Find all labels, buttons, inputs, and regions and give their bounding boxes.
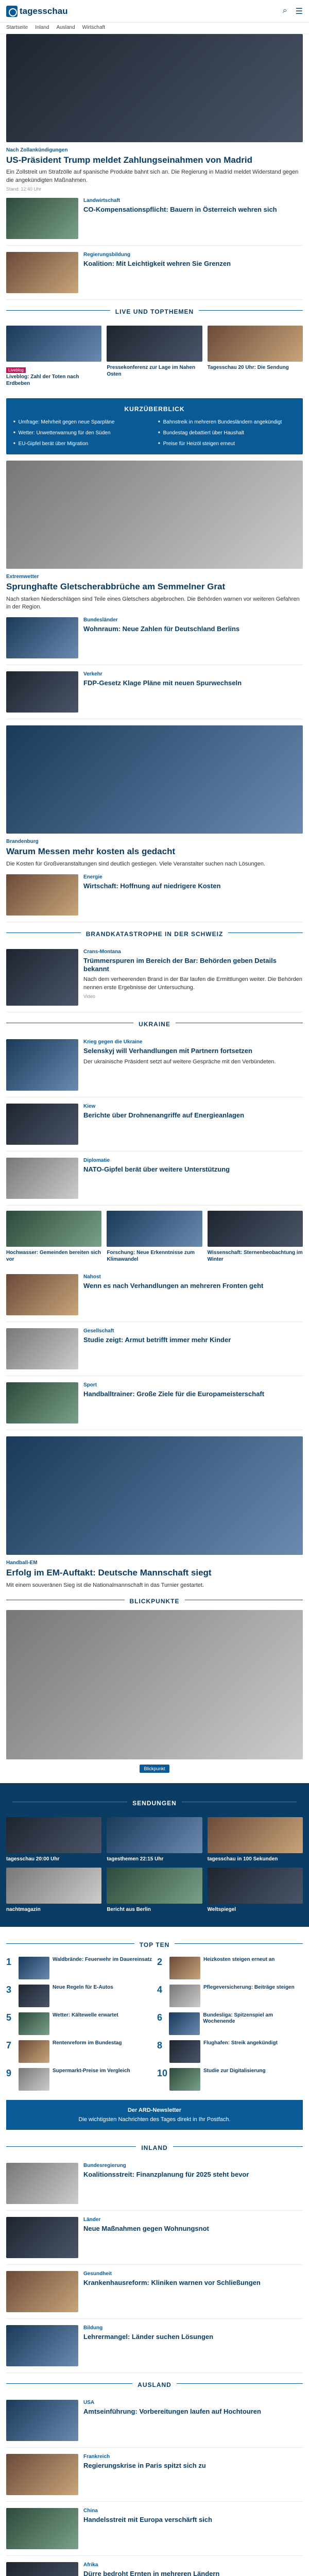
top-list — [0, 1954, 309, 2094]
article-topline: Energie — [83, 874, 102, 880]
top-item[interactable]: 2 Heizkosten steigen erneut an — [157, 1957, 303, 1979]
show-card[interactable] — [107, 1868, 202, 1913]
feature-topline: Extremwetter — [6, 574, 39, 580]
news-row[interactable] — [6, 611, 303, 665]
blickpunkte-card[interactable] — [0, 1610, 309, 1777]
newsletter-title: Der ARD-Newsletter — [127, 2107, 182, 2113]
article-thumbnail[interactable] — [6, 1104, 78, 1145]
feature-topline: Brandenburg — [6, 839, 39, 845]
section-title-live: LIVE UND TOPTHEMEN — [0, 300, 309, 320]
nav-item[interactable]: Inland — [35, 25, 49, 30]
card-image[interactable] — [107, 1868, 202, 1904]
card-title[interactable]: Tagesschau 20 Uhr: Die Sendung — [207, 365, 289, 371]
article-headline[interactable]: Wohnraum: Neue Zahlen für Deutschland Berlins — [83, 625, 240, 633]
article-thumbnail[interactable] — [6, 1039, 78, 1091]
lead-teaser: Ein Zollstreit um Strafzölle auf spanische Produkte bahnt sich an. Die Regierung in Madrid meldet Widerstand gegen die angekündigten Maßnahmen. — [6, 169, 299, 183]
top-item[interactable]: 7 Rentenreform im Bundestag — [6, 2040, 152, 2063]
news-row[interactable] — [6, 246, 303, 300]
article-topline: Crans-Montana — [83, 949, 121, 955]
article-headline[interactable]: Koalition: Mit Leichtigkeit wehren Sie Grenzen — [83, 260, 231, 268]
article-headline[interactable]: Trümmerspuren im Bereich der Bar: Behörden geben Details bekannt — [83, 957, 277, 973]
show-card[interactable] — [6, 1868, 101, 1913]
article-headline[interactable]: FDP-Gesetz Klage Pläne mit neuen Spurwechseln — [83, 679, 242, 687]
section-title-ausland: AUSLAND — [0, 2373, 309, 2394]
article-thumbnail[interactable] — [6, 874, 78, 916]
article-meta: Video — [83, 994, 95, 999]
section-title-top: TOP TEN — [0, 1933, 309, 1954]
news-row[interactable]: Bundesregierung Koalitionsstreit: Finanzplanung für 2025 steht bevor — [6, 2157, 303, 2211]
news-row[interactable] — [6, 1322, 303, 1376]
overview-item[interactable]: ■ Wetter: Unwetterwarnung für den Süden — [13, 430, 151, 436]
blickpunkt-label[interactable]: Blickpunkt — [140, 1765, 169, 1773]
feature-headline[interactable]: Erfolg im EM-Auftakt: Deutsche Mannschaft siegt — [6, 1568, 212, 1578]
blickpunkte-image[interactable] — [6, 1610, 303, 1759]
news-row[interactable]: Bildung Lehrermangel: Länder suchen Lösungen — [6, 2319, 303, 2373]
news-row[interactable] — [6, 665, 303, 719]
article-headline[interactable]: Handballtrainer: Große Ziele für die Europameisterschaft — [83, 1390, 265, 1398]
newsletter-text: Die wichtigsten Nachrichten des Tages direkt in Ihr Postfach. — [78, 2116, 231, 2123]
article-teaser: Nach dem verheerenden Brand in der Bar laufen die Ermittlungen weiter. Die Behörden nennen erste Ergebnisse der Untersuchung. — [83, 976, 302, 991]
kurzueberblick-title: KURZÜBERBLICK — [124, 405, 185, 413]
logo-text: tagesschau — [20, 6, 68, 16]
menu-icon[interactable]: ☰ — [295, 7, 303, 16]
card-image[interactable] — [208, 326, 303, 362]
overview-item[interactable]: ■ Bahnstreik in mehreren Bundesländern angekündigt — [158, 419, 296, 426]
article-thumbnail[interactable] — [6, 1328, 78, 1369]
article-topline: Regierungsbildung — [83, 252, 131, 258]
feature-headline[interactable]: Sprunghafte Gletscherabbrüche am Semmelner Grat — [6, 582, 226, 592]
card-image[interactable] — [107, 326, 202, 362]
article-headline[interactable]: Wirtschaft: Hoffnung auf niedrigere Kosten — [83, 882, 221, 890]
sub-navigation — [0, 23, 309, 34]
section-title-inland: INLAND — [0, 2136, 309, 2157]
news-row[interactable] — [6, 868, 303, 922]
show-card[interactable] — [208, 1868, 303, 1913]
search-icon[interactable]: ⌕ — [282, 6, 287, 15]
lead-topline: Nach Zollankündigungen — [6, 147, 68, 153]
card-image[interactable] — [6, 1817, 101, 1853]
article-topline: Krieg gegen die Ukraine — [83, 1039, 143, 1045]
card-title[interactable]: Liveblog: Zahl der Toten nach Erdbeben — [6, 374, 79, 386]
card-title[interactable]: Bericht aus Berlin — [107, 1907, 151, 1913]
lead-headline[interactable]: US-Präsident Trump meldet Zahlungseinahmen von Madrid — [6, 155, 252, 165]
section-title-blickpunkte: BLICKPUNKTE — [0, 1589, 309, 1610]
card-image[interactable] — [6, 326, 101, 362]
article-topline: Kiew — [83, 1104, 96, 1110]
news-row[interactable] — [6, 943, 303, 1012]
news-row[interactable]: China Handelsstreit mit Europa verschärft sich — [6, 2502, 303, 2556]
article-topline: Sport — [83, 1382, 97, 1388]
article-topline: Gesellschaft — [83, 1328, 114, 1334]
feature-article[interactable] — [0, 461, 309, 611]
article-thumbnail[interactable] — [6, 198, 78, 239]
feature-article[interactable] — [0, 1436, 309, 1589]
card-title[interactable]: Hochwasser: Gemeinden bereiten sich vor — [6, 1250, 101, 1262]
news-row[interactable] — [6, 1097, 303, 1151]
grid-card[interactable] — [208, 1211, 303, 1263]
newsletter-band[interactable] — [6, 2100, 303, 2130]
news-row[interactable] — [6, 192, 303, 246]
article-thumbnail[interactable] — [6, 1158, 78, 1199]
article-topline: Diplomatie — [83, 1158, 110, 1164]
news-row[interactable] — [6, 1151, 303, 1206]
show-card[interactable] — [208, 1817, 303, 1863]
logo[interactable] — [6, 6, 68, 17]
card-image[interactable] — [6, 1211, 101, 1247]
card-title[interactable]: Pressekonferenz zur Lage im Nahen Osten — [107, 365, 196, 377]
nav-item[interactable]: Wirtschaft — [82, 25, 106, 30]
nav-item[interactable]: Startseite — [6, 25, 28, 30]
top-item[interactable]: 10 Studie zur Digitalisierung — [157, 2068, 303, 2091]
card-image[interactable] — [208, 1211, 303, 1247]
article-thumbnail[interactable] — [6, 949, 78, 1006]
card-title[interactable]: Forschung: Neue Erkenntnisse zum Klimawandel — [107, 1250, 195, 1262]
news-row[interactable]: Länder Neue Maßnahmen gegen Wohnungsnot — [6, 2211, 303, 2265]
card-image[interactable] — [208, 1868, 303, 1904]
section-title-ukraine: UKRAINE — [0, 1012, 309, 1033]
show-card[interactable] — [6, 1817, 101, 1863]
overview-item[interactable]: ■ Bundestag debattiert über Haushalt — [158, 430, 296, 436]
logo-icon — [6, 6, 18, 17]
news-row[interactable] — [6, 1033, 303, 1097]
live-badge: Liveblog — [6, 367, 26, 373]
news-row[interactable] — [6, 1376, 303, 1430]
live-card[interactable] — [6, 326, 101, 387]
article-headline[interactable]: NATO-Gipfel berät über weitere Unterstützung — [83, 1165, 230, 1174]
top-item[interactable]: 8 Flughafen: Streik angekündigt — [157, 2040, 303, 2063]
show-card[interactable] — [107, 1817, 202, 1863]
article-headline[interactable]: Studie zeigt: Armut betrifft immer mehr Kinder — [83, 1336, 231, 1344]
live-card[interactable] — [107, 326, 202, 387]
top-item[interactable]: 1 Waldbrände: Feuerwehr im Dauereinsatz — [6, 1957, 152, 1979]
top-item[interactable]: 3 Neue Regeln für E-Autos — [6, 1985, 152, 2007]
feature-topline: Handball-EM — [6, 1560, 38, 1566]
site-header — [0, 0, 309, 23]
news-row[interactable]: Afrika Dürre bedroht Ernten in mehreren Ländern — [6, 2556, 303, 2576]
grid-card[interactable] — [6, 1211, 101, 1263]
article-headline[interactable]: Wenn es nach Verhandlungen an mehreren Fronten geht — [83, 1282, 264, 1290]
overview-item[interactable]: ■ Preise für Heizöl steigen erneut — [158, 440, 296, 447]
card-title[interactable]: nachtmagazin — [6, 1907, 41, 1913]
article-headline[interactable]: Berichte über Drohnenangriffe auf Energieanlagen — [83, 1111, 245, 1120]
card-image[interactable] — [107, 1817, 202, 1853]
article-topline: Bundesländer — [83, 617, 118, 623]
card-title[interactable]: Weltspiegel — [207, 1907, 236, 1913]
article-teaser: Der ukrainische Präsident setzt auf weitere Gespräche mit den Verbündeten. — [83, 1058, 276, 1065]
nav-item[interactable]: Ausland — [56, 25, 75, 30]
feature-article[interactable] — [0, 725, 309, 868]
news-row[interactable]: USA Amtseinführung: Vorbereitungen laufen auf Hochtouren — [6, 2394, 303, 2448]
article-thumbnail[interactable] — [6, 1274, 78, 1315]
feature-image[interactable] — [6, 1436, 303, 1555]
card-title[interactable]: tagesschau 20:00 Uhr — [6, 1856, 60, 1862]
card-image[interactable] — [6, 1868, 101, 1904]
sendungen-band — [0, 1783, 309, 1927]
card-title[interactable]: tagesthemen 22:15 Uhr — [107, 1856, 164, 1862]
feature-headline[interactable]: Warum Messen mehr kosten als gedacht — [6, 846, 176, 857]
article-headline[interactable]: Selenskyj will Verhandlungen mit Partnern fortsetzen — [83, 1047, 252, 1055]
article-thumbnail[interactable] — [6, 671, 78, 713]
overview-item[interactable]: ■ Umfrage: Mehrheit gegen neue Sparpläne — [13, 419, 151, 426]
top-item[interactable]: 6 Bundesliga: Spitzenspiel am Wochenende — [157, 2012, 303, 2035]
feature-teaser: Nach starken Niederschlägen sind Teile eines Gletschers abgebrochen. Die Behörden warnen vor weiteren Gefahren in der Region. — [6, 596, 300, 610]
overview-item[interactable]: ■ EU-Gipfel berät über Migration — [13, 440, 151, 447]
section-title-sendungen: SENDUNGEN — [6, 1791, 303, 1812]
card-title[interactable]: tagesschau in 100 Sekunden — [207, 1856, 278, 1862]
news-row[interactable]: Gesundheit Krankenhausreform: Kliniken warnen vor Schließungen — [6, 2265, 303, 2319]
kurzueberblick-box — [6, 398, 303, 454]
live-grid — [0, 320, 309, 392]
live-card[interactable] — [208, 326, 303, 387]
feature-teaser: Mit einem souveränen Sieg ist die Nationalmannschaft in das Turnier gestartet. — [6, 1582, 204, 1588]
grid-card[interactable] — [107, 1211, 202, 1263]
top-item[interactable]: 4 Pflegeversicherung: Beiträge steigen — [157, 1985, 303, 2007]
feature-image[interactable] — [6, 725, 303, 834]
article-thumbnail[interactable] — [6, 1382, 78, 1423]
article-thumbnail[interactable] — [6, 252, 78, 293]
section-title-brand: BRANDKATASTROPHE IN DER SCHWEIZ — [0, 922, 309, 943]
news-row[interactable]: Frankreich Regierungskrise in Paris spitzt sich zu — [6, 2448, 303, 2502]
lead-article[interactable] — [0, 34, 309, 192]
lead-meta: Stand: 12:40 Uhr — [6, 187, 42, 192]
article-topline: Nahost — [83, 1274, 101, 1280]
top-item[interactable]: 5 Wetter: Kältewelle erwartet — [6, 2012, 152, 2035]
feature-teaser: Die Kosten für Großveranstaltungen sind deutlich gestiegen. Viele Veranstalter suchen nach Lösungen. — [6, 860, 266, 867]
top-item[interactable]: 9 Supermarkt-Preise im Vergleich — [6, 2068, 152, 2091]
article-topline: Landwirtschaft — [83, 198, 121, 204]
feature-image[interactable] — [6, 461, 303, 569]
article-topline: Verkehr — [83, 671, 102, 677]
lead-image[interactable] — [6, 34, 303, 142]
mixed-grid — [0, 1206, 309, 1268]
news-row[interactable] — [6, 1268, 303, 1322]
card-image[interactable] — [208, 1817, 303, 1853]
card-image[interactable] — [107, 1211, 202, 1247]
article-headline[interactable]: CO-Kompensationspflicht: Bauern in Österreich wehren sich — [83, 206, 277, 214]
article-thumbnail[interactable] — [6, 617, 78, 658]
card-title[interactable]: Wissenschaft: Sternenbeobachtung im Winter — [207, 1250, 303, 1262]
